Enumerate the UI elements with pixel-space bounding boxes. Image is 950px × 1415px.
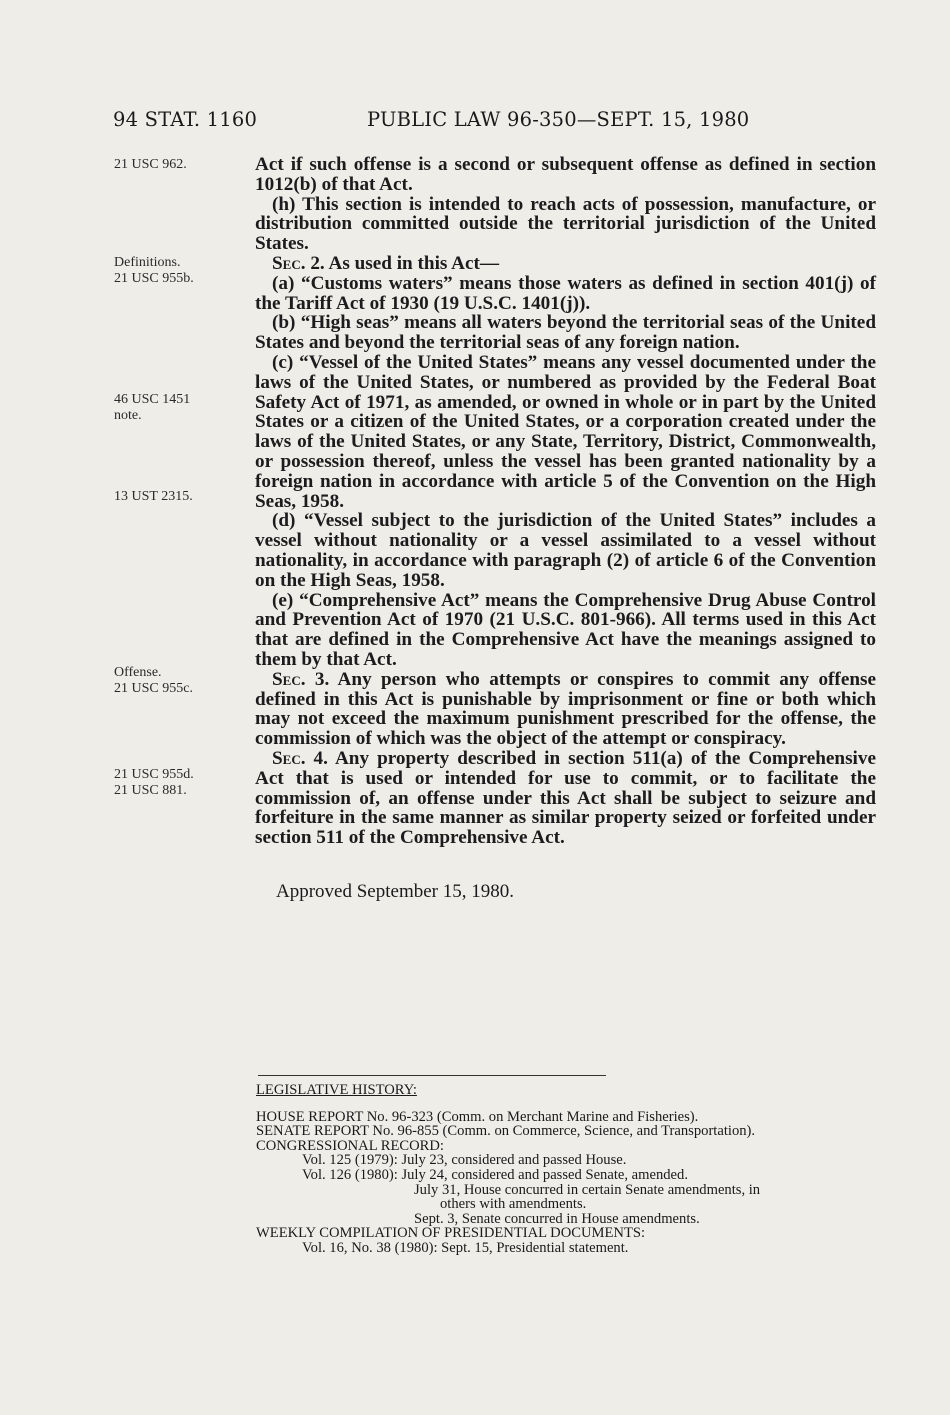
section-label: Sec. 4. <box>272 747 328 769</box>
section-text: As used in this Act— <box>328 252 500 274</box>
history-line: others with amendments. <box>440 1196 587 1213</box>
section-label: Sec. 3. <box>272 668 330 690</box>
section-text: Any property described in section 511(a) of the Comprehensive Act that is used or intended for use to commit, or to facilitate the commission of, an offense under this Act shall be subject to seizure and forfeiture in the same manner as similar property seized or forfeited under section 511 of the Comprehensive Act. <box>255 747 876 849</box>
margin-note-line: 46 USC 1451 <box>114 392 191 407</box>
margin-note <box>114 665 239 697</box>
statute-body <box>255 155 876 848</box>
body-paragraph: (d) “Vessel subject to the jurisdiction of the United States” includes a vessel without nationality or a vessel assimilated to a vessel without nationality, in accordance with paragraph (2) of article 6 of the Convention on the High Seas, 1958. <box>255 510 876 591</box>
history-line: July 31, House concurred in certain Senate amendments, in <box>414 1181 761 1198</box>
margin-note <box>114 392 239 424</box>
margin-note <box>114 767 239 799</box>
body-paragraph: (b) “High seas” means all waters beyond the territorial seas of the United States and beyond the territorial seas of any foreign nation. <box>255 312 876 354</box>
body-paragraph: (h) This section is intended to reach acts of possession, manufacture, or distribution committed outside the territorial jurisdiction of the United States. <box>255 193 876 255</box>
section-2-heading <box>255 254 876 274</box>
section-3-paragraph <box>255 670 876 749</box>
section-4-paragraph <box>255 749 876 848</box>
margin-note-line: 21 USC 955c. <box>114 681 193 696</box>
margin-note <box>114 157 239 173</box>
section-label: Sec. 2. <box>272 252 325 274</box>
margin-note-line: 21 USC 962. <box>114 157 187 172</box>
history-line: Sept. 3, Senate concurred in House amendments. <box>414 1210 700 1227</box>
history-line: WEEKLY COMPILATION OF PRESIDENTIAL DOCUMENTS: <box>256 1225 646 1242</box>
legislative-history-title: LEGISLATIVE HISTORY: <box>256 1082 417 1098</box>
page-header <box>113 108 873 138</box>
body-paragraph: (e) “Comprehensive Act” means the Comprehensive Drug Abuse Control and Prevention Act of 1970 (21 U.S.C. 801-966). All terms used in this Act that are defined in the Comprehensive Act have the meanings assigned to them by that Act. <box>255 589 876 670</box>
body-paragraph: (a) “Customs waters” means those waters as defined in section 401(j) of the Tariff Act of 1930 (19 U.S.C. 1401(j)). <box>255 272 876 314</box>
margin-note-line: 21 USC 955d. <box>114 767 194 782</box>
margin-note-line: 21 USC 955b. <box>114 271 194 286</box>
statute-citation: 94 STAT. 1160 <box>113 108 258 131</box>
history-line: Vol. 16, No. 38 (1980): Sept. 15, Presidential statement. <box>302 1239 629 1256</box>
history-line: SENATE REPORT No. 96-855 (Comm. on Commerce, Science, and Transportation). <box>256 1123 756 1140</box>
body-paragraph: (c) “Vessel of the United States” means any vessel documented under the laws of the United States, or numbered as provided by the Federal Boat Safety Act of 1971, as amended, or owned in whole or in part by the United States or a citizen of the United States, or a corporation created under the laws of the United States, or any State, Territory, District, Commonwealth, or possession thereof, unless the vessel has been granted nationality by a foreign nation in accordance with article 5 of the Convention on the High Seas, 1958. <box>255 351 876 512</box>
margin-note <box>114 489 239 505</box>
divider <box>258 1075 606 1076</box>
margin-note-line: 21 USC 881. <box>114 783 187 798</box>
margin-note-line: note. <box>114 408 142 423</box>
margin-note-line: 13 UST 2315. <box>114 489 193 504</box>
margin-note <box>114 255 239 287</box>
legislative-history <box>256 1083 896 1256</box>
margin-note-line: Definitions. <box>114 255 181 270</box>
history-line: CONGRESSIONAL RECORD: <box>256 1137 444 1154</box>
history-line: Vol. 125 (1979): July 23, considered and passed House. <box>302 1152 627 1169</box>
approval-date: Approved September 15, 1980. <box>276 881 514 902</box>
margin-note-line: Offense. <box>114 665 162 680</box>
body-paragraph: Act if such offense is a second or subsequent offense as defined in section 1012(b) of that Act. <box>255 154 876 195</box>
section-text: Any person who attempts or conspires to commit any offense defined in this Act is punishable by imprisonment or fine or both which may not exceed the maximum punishment prescribed for the offense, the commission of which was the object of the attempt or conspiracy. <box>255 668 876 750</box>
public-law-title: PUBLIC LAW 96-350—SEPT. 15, 1980 <box>367 108 750 131</box>
history-line: HOUSE REPORT No. 96-323 (Comm. on Merchant Marine and Fisheries). <box>256 1108 699 1125</box>
history-line: Vol. 126 (1980): July 24, considered and passed Senate, amended. <box>302 1166 688 1183</box>
